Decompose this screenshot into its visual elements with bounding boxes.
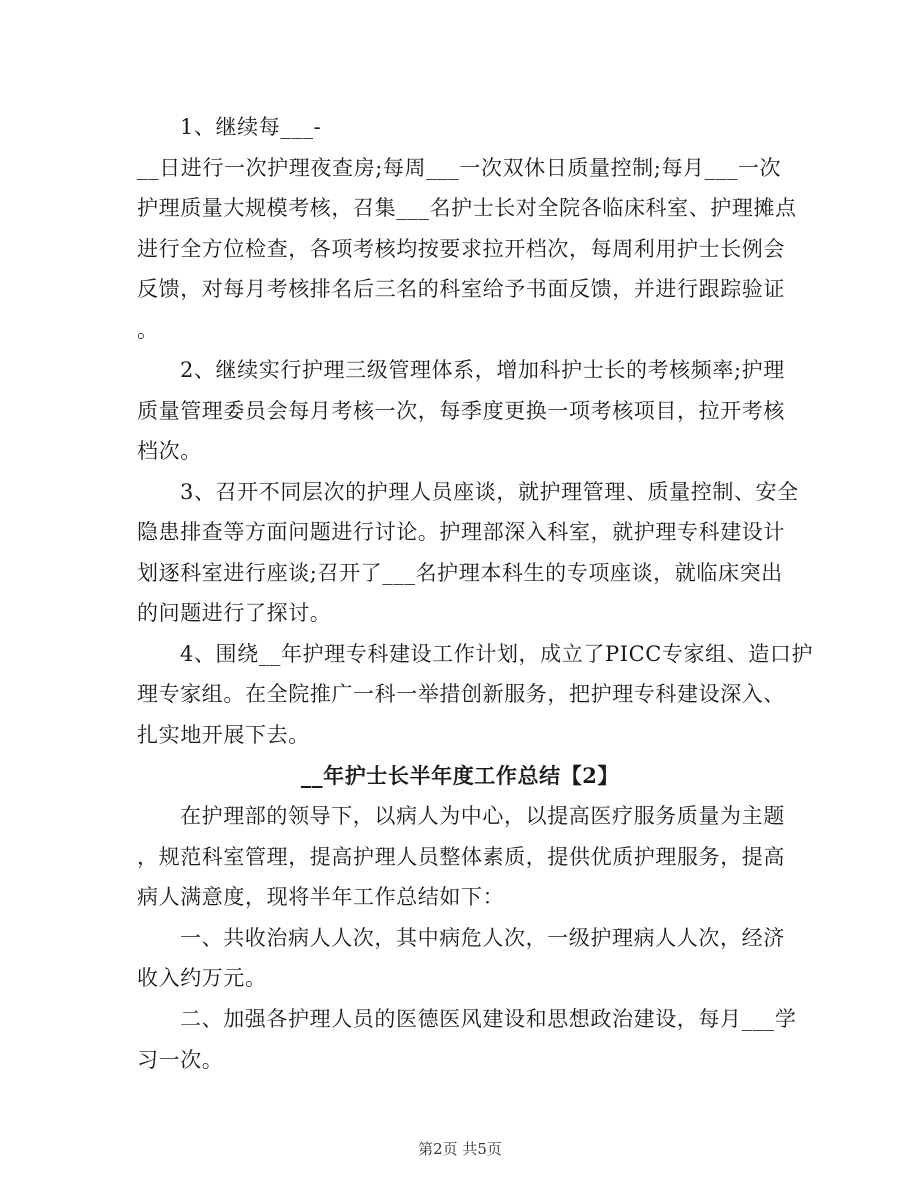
paragraph-line: 隐患排查等方面问题进行讨论。护理部深入科室，就护理专科建设计 (137, 520, 785, 544)
paragraph-line: 4、围绕__年护理专科建设工作计划，成立了PICC专家组、造口护 (180, 642, 814, 666)
paragraph-line: 进行全方位检查，各项考核均按要求拉开档次，每周利用护士长例会 (137, 237, 785, 261)
paragraph-line: 护理质量大规模考核，召集___名护士长对全院各临床科室、护理摊点 (137, 196, 797, 220)
paragraph-line: __日进行一次护理夜查房;每周___一次双休日质量控制;每月___一次 (137, 156, 782, 180)
paragraph-line: 的问题进行了探讨。 (137, 601, 332, 625)
paragraph-line: 扎实地开展下去。 (137, 723, 310, 747)
paragraph-line: 划逐科室进行座谈;召开了___名护理本科生的专项座谈，就临床突出 (137, 561, 783, 585)
paragraph-line: 理专家组。在全院推广一科一举措创新服务，把护理专科建设深入、 (137, 682, 785, 706)
paragraph-line: 。 (137, 318, 159, 342)
paragraph-line: 一、共收治病人人次，其中病危人次，一级护理病人人次，经济 (180, 926, 785, 950)
page-footer: 第2页 共5页 (418, 1140, 502, 1158)
paragraph-line: 在护理部的领导下，以病人为中心，以提高医疗服务质量为主题 (180, 804, 785, 828)
paragraph-line: 档次。 (137, 439, 202, 463)
section-title: __年护士长半年度工作总结【2】 (300, 763, 620, 788)
paragraph-line: 二、加强各护理人员的医德医风建设和思想政治建设，每月___学 (180, 1007, 797, 1031)
paragraph-line: 病人满意度，现将半年工作总结如下： (137, 885, 505, 909)
paragraph-line: 3、召开不同层次的护理人员座谈，就护理管理、质量控制、安全 (180, 480, 799, 504)
paragraph-line: 质量管理委员会每月考核一次，每季度更换一项考核项目，拉开考核 (137, 399, 785, 423)
paragraph-line: 1、继续每___- (180, 115, 322, 139)
paragraph-line: 习一次。 (137, 1048, 224, 1072)
paragraph-line: ，规范科室管理，提高护理人员整体素质，提供优质护理服务，提高 (137, 845, 785, 869)
paragraph-line: 收入约万元。 (137, 966, 267, 990)
paragraph-line: 反馈，对每月考核排名后三名的科室给予书面反馈，并进行跟踪验证 (137, 277, 785, 301)
paragraph-line: 2、继续实行护理三级管理体系，增加科护士长的考核频率;护理 (180, 358, 785, 382)
